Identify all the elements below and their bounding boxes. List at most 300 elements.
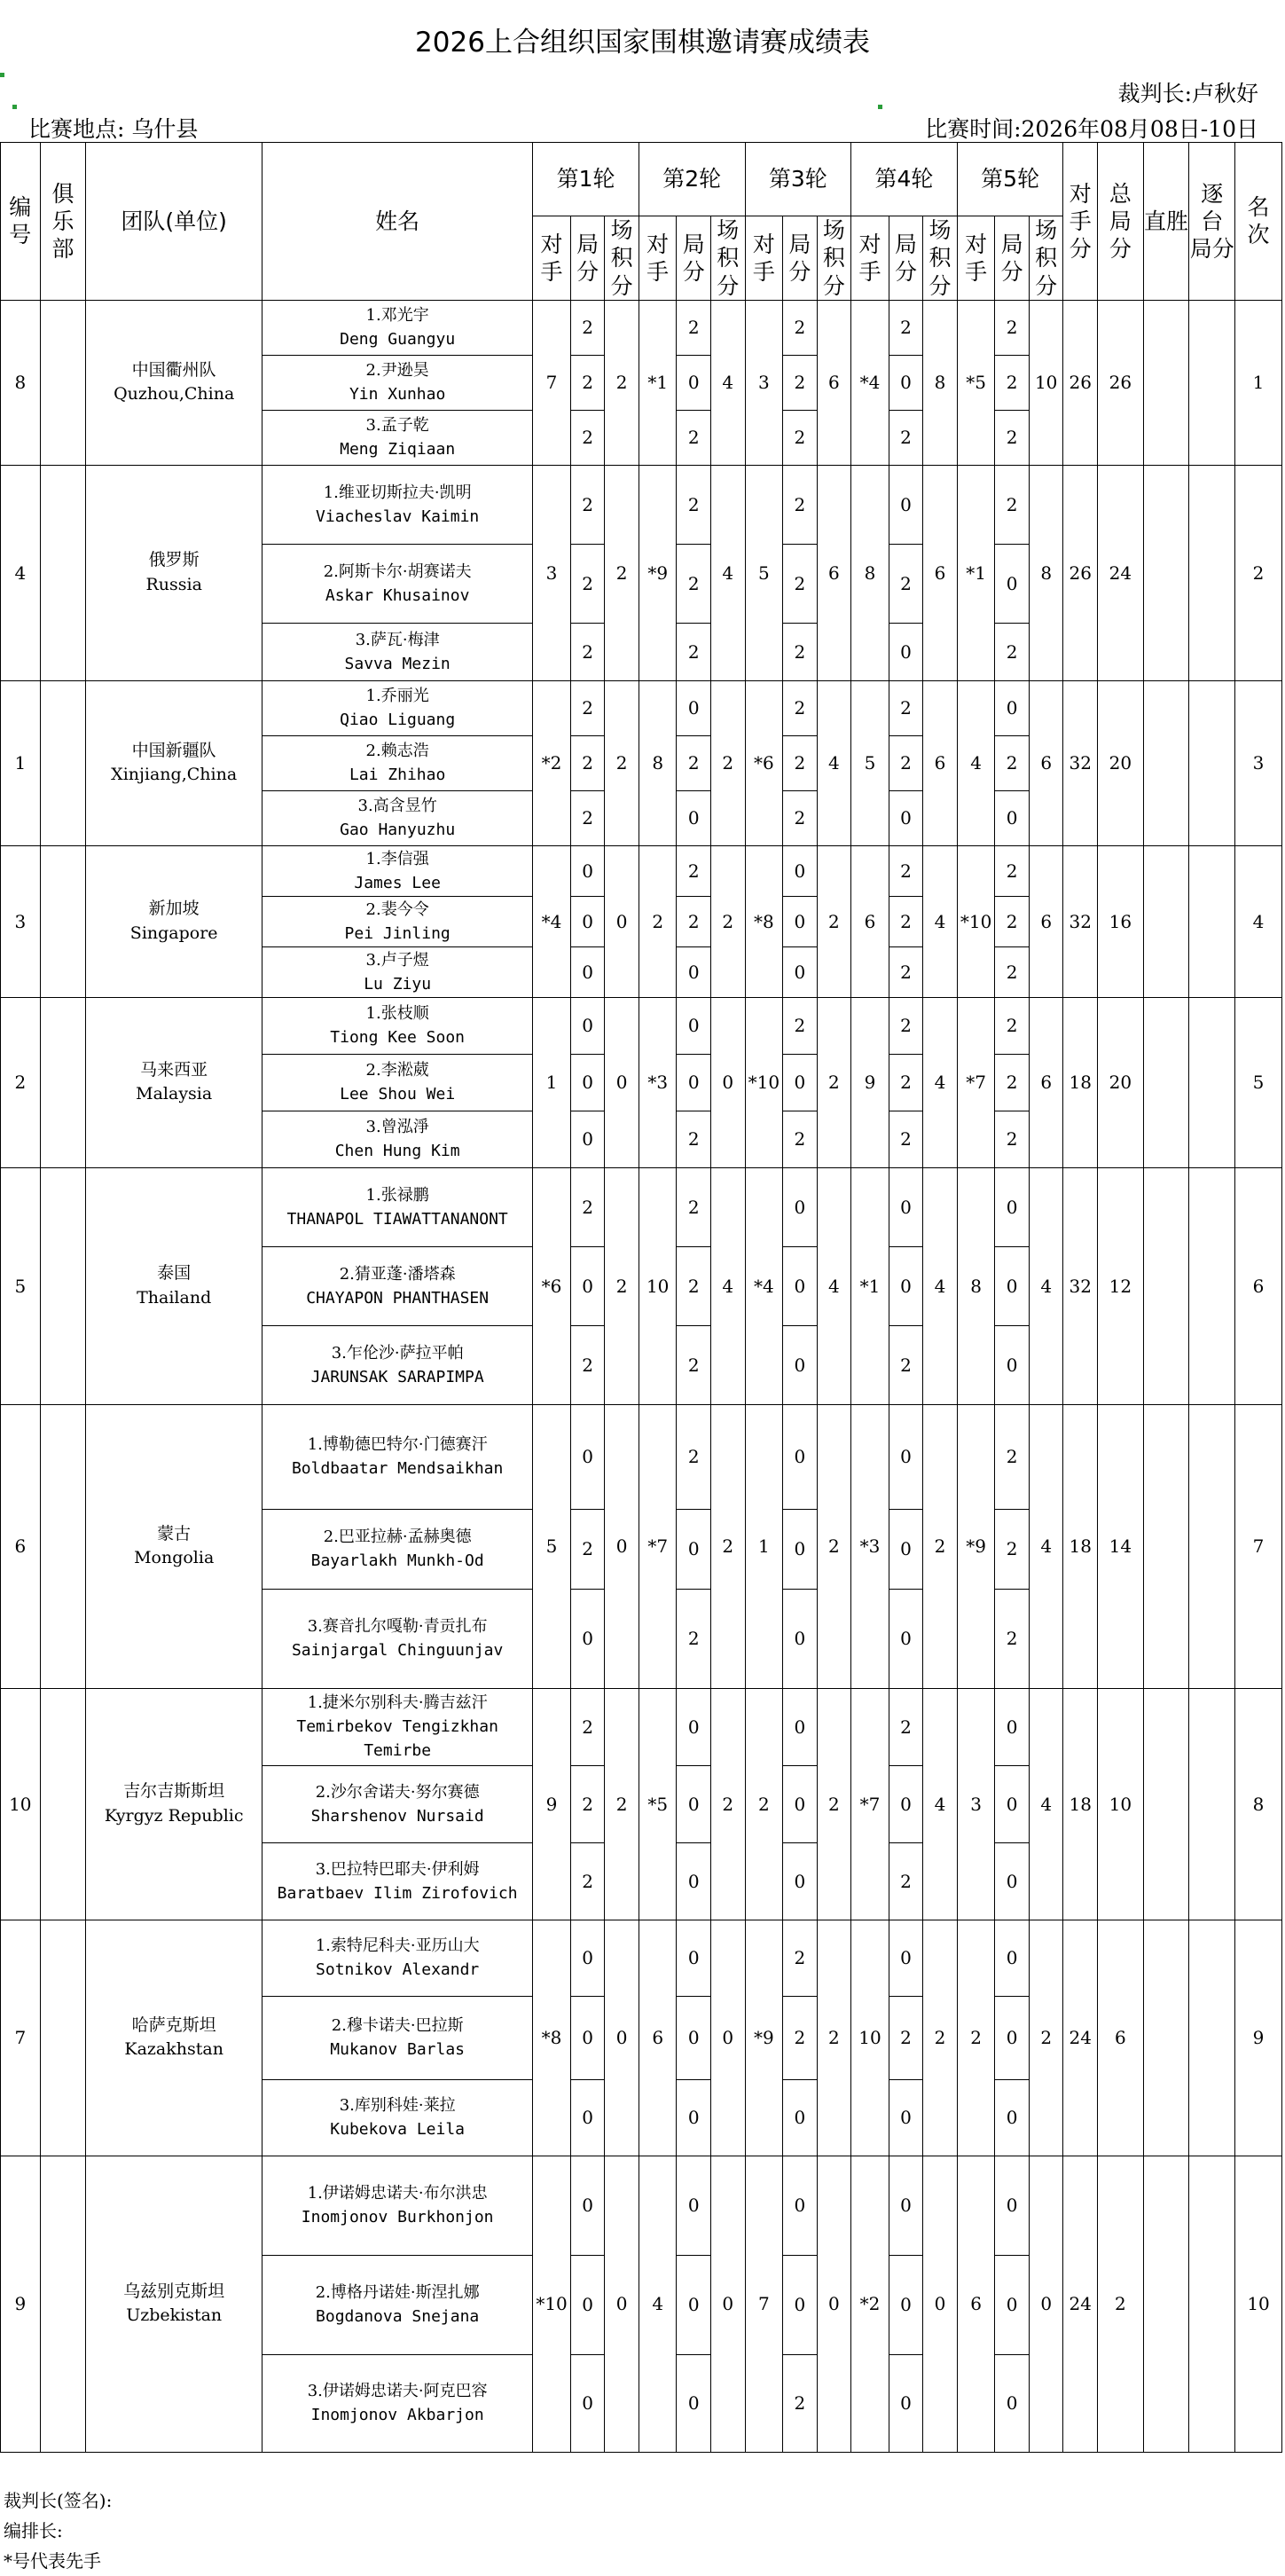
col-direct: 直胜 [1143, 143, 1189, 301]
board-score [1189, 1404, 1235, 1688]
team-name-en: Russia [145, 574, 202, 594]
round-1-opponent: 7 [533, 300, 571, 465]
col-opp-score: 对 手 分 [1063, 143, 1098, 301]
round-3-match-points: 2 [817, 997, 851, 1167]
team-name-cell [86, 845, 262, 997]
player-name-en: Inomjonov Burkhonjon [301, 2208, 494, 2227]
round-2-game-score: 0 [677, 1765, 711, 1842]
player-name-cn: 3.库别科娃·莱拉 [339, 2096, 456, 2116]
round-4-game-score: 0 [889, 2255, 923, 2354]
round-5-opponent: *9 [957, 1404, 995, 1688]
player-name-cn: 3.卢子煜 [365, 950, 429, 970]
round-2-game-score: 0 [677, 1996, 711, 2079]
round-2-match-points: 4 [710, 300, 745, 465]
round-1-game-score: 0 [570, 1404, 605, 1509]
round-2-match-points: 2 [710, 680, 745, 845]
round-3-game-score: 2 [783, 1920, 818, 1996]
round-4-game-score: 0 [889, 1167, 923, 1246]
table-row [1, 1688, 1282, 1765]
col-round-5: 第5轮 [957, 143, 1063, 216]
player-name-en: Lai Zhihao [349, 766, 446, 785]
col-round-1: 第1轮 [533, 143, 639, 216]
round-4-game-score: 2 [889, 896, 923, 946]
round-2-game-score: 0 [677, 946, 711, 997]
rank: 7 [1235, 1404, 1282, 1688]
player-name-cn: 3.高含昱竹 [357, 797, 437, 816]
round-4-opp-header: 对 手 [851, 216, 889, 301]
player-cell [262, 623, 533, 680]
round-5-game-score: 2 [995, 735, 1030, 790]
round-3-opp-header: 对 手 [745, 216, 783, 301]
round-3-game-score: 0 [783, 1404, 818, 1509]
round-5-game-score: 2 [995, 410, 1030, 465]
total-game-score: 14 [1097, 1404, 1143, 1688]
board-score [1189, 680, 1235, 845]
round-3-opponent: *6 [745, 680, 783, 845]
club-cell [40, 997, 86, 1167]
round-2-game-score: 0 [677, 2079, 711, 2156]
round-5-game-score: 2 [995, 946, 1030, 997]
round-1-match-points: 0 [605, 1920, 639, 2156]
col-round-3: 第3轮 [745, 143, 851, 216]
round-4-game-score: 2 [889, 1688, 923, 1765]
round-5-game-score: 2 [995, 1054, 1030, 1111]
player-cell [262, 1589, 533, 1688]
player-name-en: Inomjonov Akbarjon [310, 2406, 484, 2425]
table-row [1, 465, 1282, 544]
player-cell [262, 1325, 533, 1404]
round-3-game-score: 0 [783, 1589, 818, 1688]
player-name-en: Mukanov Barlas [330, 2040, 465, 2060]
dates-label: 比赛时间:2026年08月08日-10日 [925, 116, 1258, 142]
round-1-match-header: 场 积 分 [605, 216, 639, 301]
round-5-game-score: 0 [995, 544, 1030, 623]
round-2-game-score: 0 [677, 1842, 711, 1920]
round-1-game-score: 2 [570, 680, 605, 735]
chief-referee: 裁判长:卢秋好 [1117, 81, 1258, 106]
round-3-game-score: 0 [783, 946, 818, 997]
round-2-opponent: 6 [639, 1920, 677, 2156]
corner-marker [0, 73, 4, 77]
round-1-match-points: 0 [605, 2156, 639, 2452]
round-3-match-points: 2 [817, 845, 851, 997]
round-5-game-score: 2 [995, 1509, 1030, 1589]
round-3-game-score: 2 [783, 735, 818, 790]
round-5-game-score: 2 [995, 896, 1030, 946]
round-4-game-score: 0 [889, 2079, 923, 2156]
round-1-match-points: 2 [605, 1167, 639, 1404]
round-4-game-score: 2 [889, 1842, 923, 1920]
player-cell [262, 946, 533, 997]
rank: 3 [1235, 680, 1282, 845]
round-1-game-score: 0 [570, 845, 605, 896]
corner-marker [12, 105, 17, 109]
opponent-score: 26 [1063, 465, 1098, 680]
player-name-en: Askar Khusainov [325, 585, 470, 605]
round-4-game-score: 2 [889, 735, 923, 790]
club-cell [40, 1404, 86, 1688]
direct-wins [1143, 1920, 1189, 2156]
round-4-game-score: 0 [889, 623, 923, 680]
round-5-match-points: 10 [1029, 300, 1063, 465]
player-name-cn: 3.伊诺姆忠诺夫·阿克巴容 [307, 2382, 488, 2401]
round-3-games-header: 局 分 [783, 216, 818, 301]
round-2-game-score: 0 [677, 2156, 711, 2255]
rank: 4 [1235, 845, 1282, 997]
opponent-score: 32 [1063, 680, 1098, 845]
round-2-opp-header: 对 手 [639, 216, 677, 301]
round-4-game-score: 0 [889, 790, 923, 845]
table-row [1, 2156, 1282, 2255]
rank: 2 [1235, 465, 1282, 680]
round-4-opponent: 5 [851, 680, 889, 845]
total-game-score: 6 [1097, 1920, 1143, 2156]
round-1-game-score: 2 [570, 544, 605, 623]
team-name-en: Xinjiang,China [111, 765, 238, 785]
round-5-game-score: 2 [995, 465, 1030, 544]
round-1-opponent: *6 [533, 1167, 571, 1404]
arranger-line: 编排长: [4, 2520, 63, 2541]
round-1-match-points: 2 [605, 465, 639, 680]
round-4-opponent: *2 [851, 2156, 889, 2452]
round-4-opponent: *4 [851, 300, 889, 465]
round-5-game-score: 2 [995, 845, 1030, 896]
round-4-game-score: 2 [889, 1996, 923, 2079]
round-4-match-points: 2 [923, 1404, 958, 1688]
round-1-opponent: *10 [533, 2156, 571, 2452]
round-4-game-score: 2 [889, 680, 923, 735]
direct-wins [1143, 1404, 1189, 1688]
round-5-opponent: 8 [957, 1167, 995, 1404]
round-2-game-score: 2 [677, 1404, 711, 1509]
total-game-score: 20 [1097, 997, 1143, 1167]
table-row [1, 1404, 1282, 1509]
round-3-match-points: 2 [817, 1688, 851, 1920]
round-5-match-header: 场 积 分 [1029, 216, 1063, 301]
round-5-game-score: 0 [995, 1246, 1030, 1325]
round-3-game-score: 0 [783, 845, 818, 896]
round-1-match-points: 0 [605, 1404, 639, 1688]
round-3-game-score: 0 [783, 1765, 818, 1842]
team-name-cn: 俄罗斯 [148, 550, 200, 570]
round-2-match-points: 0 [710, 1920, 745, 2156]
player-name-cn: 1.捷米尔别科夫·腾吉兹汗 [307, 1693, 488, 1713]
round-3-match-points: 0 [817, 2156, 851, 2452]
player-name-cn: 2.博格丹诺娃·斯涅扎娜 [315, 2283, 480, 2303]
round-4-game-score: 2 [889, 410, 923, 465]
round-2-game-score: 2 [677, 845, 711, 896]
round-2-game-score: 2 [677, 465, 711, 544]
player-cell [262, 1842, 533, 1920]
round-2-game-score: 2 [677, 410, 711, 465]
team-number: 1 [1, 680, 41, 845]
player-cell [262, 355, 533, 410]
round-5-game-score: 0 [995, 1167, 1030, 1246]
player-cell [262, 896, 533, 946]
round-5-game-score: 0 [995, 1842, 1030, 1920]
round-5-match-points: 4 [1029, 1404, 1063, 1688]
round-4-game-score: 0 [889, 1589, 923, 1688]
round-3-game-score: 0 [783, 1054, 818, 1111]
round-4-game-score: 2 [889, 1325, 923, 1404]
round-2-game-score: 2 [677, 1111, 711, 1167]
player-name-en: Qiao Liguang [340, 711, 456, 730]
total-game-score: 24 [1097, 465, 1143, 680]
round-2-match-points: 4 [710, 465, 745, 680]
round-5-game-score: 0 [995, 2255, 1030, 2354]
round-1-game-score: 0 [570, 1996, 605, 2079]
opponent-score: 18 [1063, 1688, 1098, 1920]
round-5-game-score: 2 [995, 355, 1030, 410]
player-name-cn: 1.索特尼科夫·亚历山大 [315, 1936, 480, 1956]
round-4-opponent: *1 [851, 1167, 889, 1404]
team-name-cn: 吉尔吉斯斯坦 [123, 1781, 225, 1802]
round-1-opponent: 9 [533, 1688, 571, 1920]
round-5-match-points: 8 [1029, 465, 1063, 680]
team-name-en: Quzhou,China [114, 384, 235, 404]
round-2-opponent: *9 [639, 465, 677, 680]
player-cell [262, 410, 533, 465]
round-3-match-points: 6 [817, 465, 851, 680]
player-name-cn: 3.萨瓦·梅津 [355, 630, 440, 649]
player-name-en: James Lee [354, 873, 441, 892]
round-1-game-score: 0 [570, 2255, 605, 2354]
round-5-opponent: 3 [957, 1688, 995, 1920]
rank: 6 [1235, 1167, 1282, 1404]
page-title: 2026上合组织国家围棋邀请赛成绩表 [415, 27, 870, 59]
round-1-match-points: 2 [605, 680, 639, 845]
round-3-game-score: 2 [783, 544, 818, 623]
player-cell [262, 1054, 533, 1111]
player-name-cn: 2.尹逊昊 [365, 361, 429, 381]
round-3-game-score: 2 [783, 1111, 818, 1167]
round-3-opponent: *8 [745, 845, 783, 997]
round-1-game-score: 2 [570, 735, 605, 790]
round-3-opponent: *10 [745, 997, 783, 1167]
round-5-game-score: 2 [995, 300, 1030, 355]
table-row [1, 997, 1282, 1054]
rank: 5 [1235, 997, 1282, 1167]
rank: 1 [1235, 300, 1282, 465]
player-cell [262, 2156, 533, 2255]
round-2-opponent: *3 [639, 997, 677, 1167]
round-3-game-score: 0 [783, 1246, 818, 1325]
round-4-opponent: 6 [851, 845, 889, 997]
player-cell [262, 1765, 533, 1842]
round-5-games-header: 局 分 [995, 216, 1030, 301]
opponent-score: 18 [1063, 1404, 1098, 1688]
opponent-score: 24 [1063, 1920, 1098, 2156]
player-cell [262, 1920, 533, 1996]
player-name-cn: 2.阿斯卡尔·胡赛诺夫 [323, 562, 472, 581]
team-number: 7 [1, 1920, 41, 2156]
team-name-cn: 中国新疆队 [131, 740, 216, 760]
opponent-score: 26 [1063, 300, 1098, 465]
round-4-match-points: 6 [923, 465, 958, 680]
col-team: 团队(单位) [86, 143, 262, 301]
round-4-game-score: 0 [889, 2156, 923, 2255]
round-2-match-points: 2 [710, 1688, 745, 1920]
round-2-match-header: 场 积 分 [710, 216, 745, 301]
round-4-match-points: 2 [923, 1920, 958, 2156]
player-cell [262, 2079, 533, 2156]
round-3-game-score: 0 [783, 2156, 818, 2255]
round-4-opponent: 10 [851, 1920, 889, 2156]
round-2-game-score: 2 [677, 544, 711, 623]
round-4-game-score: 2 [889, 845, 923, 896]
player-cell [262, 2255, 533, 2354]
col-board: 逐 台 局分 [1189, 143, 1235, 301]
team-name-cell [86, 1688, 262, 1920]
round-4-opponent: 9 [851, 997, 889, 1167]
round-4-game-score: 0 [889, 1246, 923, 1325]
round-4-opponent: 8 [851, 465, 889, 680]
rank: 10 [1235, 2156, 1282, 2452]
player-name-cn: 2.裴今令 [365, 899, 429, 919]
round-5-opponent: 6 [957, 2156, 995, 2452]
round-2-game-score: 2 [677, 300, 711, 355]
round-1-game-score: 0 [570, 1589, 605, 1688]
round-1-game-score: 0 [570, 946, 605, 997]
round-1-game-score: 0 [570, 2079, 605, 2156]
round-2-opponent: *1 [639, 300, 677, 465]
team-number: 8 [1, 300, 41, 465]
team-name-cell [86, 300, 262, 465]
player-name-cn: 2.李淞葳 [365, 1061, 429, 1080]
team-name-cell [86, 1404, 262, 1688]
round-3-game-score: 2 [783, 300, 818, 355]
player-name-en: Sotnikov Alexandr [316, 1960, 480, 1980]
venue-label: 比赛地点: 乌什县 [28, 116, 199, 142]
round-5-game-score: 0 [995, 2354, 1030, 2452]
team-name-en: Malaysia [136, 1084, 213, 1104]
round-4-match-points: 4 [923, 997, 958, 1167]
player-name-en: Boldbaatar Mendsaikhan [291, 1459, 504, 1479]
club-cell [40, 680, 86, 845]
player-name-en: Yin Xunhao [349, 385, 446, 404]
team-name-en: Thailand [137, 1287, 212, 1308]
direct-wins [1143, 1688, 1189, 1920]
first-move-note: *号代表先手 [4, 2550, 101, 2572]
round-1-game-score: 2 [570, 300, 605, 355]
club-cell [40, 845, 86, 997]
round-5-opponent: *7 [957, 997, 995, 1167]
round-5-game-score: 2 [995, 997, 1030, 1054]
round-2-games-header: 局 分 [677, 216, 711, 301]
round-5-match-points: 6 [1029, 680, 1063, 845]
round-3-game-score: 2 [783, 465, 818, 544]
board-score [1189, 465, 1235, 680]
round-5-match-points: 2 [1029, 1920, 1063, 2156]
player-name-en: Savva Mezin [344, 654, 451, 673]
round-1-game-score: 2 [570, 1765, 605, 1842]
player-cell [262, 845, 533, 896]
col-name: 姓名 [262, 143, 533, 301]
round-4-opponent: *3 [851, 1404, 889, 1688]
player-name-cn: 2.巴亚拉赫·孟赫奥德 [323, 1528, 472, 1547]
player-name-en: Temirbekov Tengizkhan Temirbe [296, 1717, 498, 1761]
chief-signature-line: 裁判长(签名): [4, 2490, 113, 2511]
direct-wins [1143, 680, 1189, 845]
player-name-cn: 3.赛音扎尔嘎勒·青贡扎布 [307, 1617, 488, 1637]
round-3-game-score: 0 [783, 1325, 818, 1404]
player-name-en: Bogdanova Snejana [316, 2307, 480, 2327]
round-1-game-score: 0 [570, 896, 605, 946]
player-name-cn: 2.穆卡诺夫·巴拉斯 [331, 2016, 464, 2036]
club-cell [40, 465, 86, 680]
round-5-game-score: 0 [995, 790, 1030, 845]
round-5-game-score: 0 [995, 1920, 1030, 1996]
round-4-opponent: *7 [851, 1688, 889, 1920]
round-1-game-score: 2 [570, 623, 605, 680]
player-name-cn: 2.沙尔舍诺夫·努尔赛德 [315, 1782, 480, 1802]
round-2-game-score: 0 [677, 1920, 711, 1996]
player-name-cn: 1.张枝顺 [365, 1004, 429, 1024]
round-2-opponent: 8 [639, 680, 677, 845]
round-3-game-score: 0 [783, 1842, 818, 1920]
team-name-cell [86, 2156, 262, 2452]
round-5-opponent: 2 [957, 1920, 995, 2156]
round-3-match-points: 4 [817, 1167, 851, 1404]
player-name-cn: 1.邓光宇 [365, 306, 429, 326]
team-name-en: Kyrgyz Republic [104, 1805, 244, 1826]
round-2-game-score: 0 [677, 997, 711, 1054]
player-name-en: JARUNSAK SARAPIMPA [310, 1367, 484, 1386]
table-row [1, 845, 1282, 896]
table-row [1, 680, 1282, 735]
round-2-game-score: 2 [677, 1589, 711, 1688]
round-3-opponent: 5 [745, 465, 783, 680]
player-name-cn: 3.曾泓淨 [365, 1118, 429, 1137]
round-3-game-score: 0 [783, 1688, 818, 1765]
player-cell [262, 1246, 533, 1325]
team-number: 6 [1, 1404, 41, 1688]
round-3-game-score: 0 [783, 1167, 818, 1246]
round-1-game-score: 0 [570, 1246, 605, 1325]
player-name-en: Viacheslav Kaimin [316, 507, 480, 526]
club-cell [40, 1688, 86, 1920]
player-name-en: Sharshenov Nursaid [310, 1806, 484, 1826]
round-1-opponent: 3 [533, 465, 571, 680]
total-game-score: 20 [1097, 680, 1143, 845]
round-2-game-score: 0 [677, 1509, 711, 1589]
round-5-opponent: *1 [957, 465, 995, 680]
team-name-en: Kazakhstan [124, 2039, 223, 2060]
team-number: 3 [1, 845, 41, 997]
team-name-en: Mongolia [134, 1548, 215, 1568]
round-4-game-score: 0 [889, 2354, 923, 2452]
team-name-cn: 马来西亚 [140, 1059, 208, 1080]
round-3-opponent: *4 [745, 1167, 783, 1404]
round-4-game-score: 2 [889, 946, 923, 997]
direct-wins [1143, 300, 1189, 465]
round-2-game-score: 0 [677, 1054, 711, 1111]
round-1-game-score: 2 [570, 1688, 605, 1765]
player-cell [262, 680, 533, 735]
round-2-match-points: 2 [710, 1404, 745, 1688]
team-name-en: Uzbekistan [126, 2305, 223, 2326]
round-3-match-points: 4 [817, 680, 851, 845]
round-4-game-score: 2 [889, 997, 923, 1054]
board-score [1189, 1688, 1235, 1920]
player-name-cn: 1.维亚切斯拉夫·凯明 [323, 483, 472, 502]
round-3-opponent: 7 [745, 2156, 783, 2452]
round-3-opponent: 3 [745, 300, 783, 465]
team-number: 4 [1, 465, 41, 680]
round-1-match-points: 0 [605, 997, 639, 1167]
round-4-game-score: 0 [889, 465, 923, 544]
player-name-cn: 2.赖志浩 [365, 742, 429, 761]
